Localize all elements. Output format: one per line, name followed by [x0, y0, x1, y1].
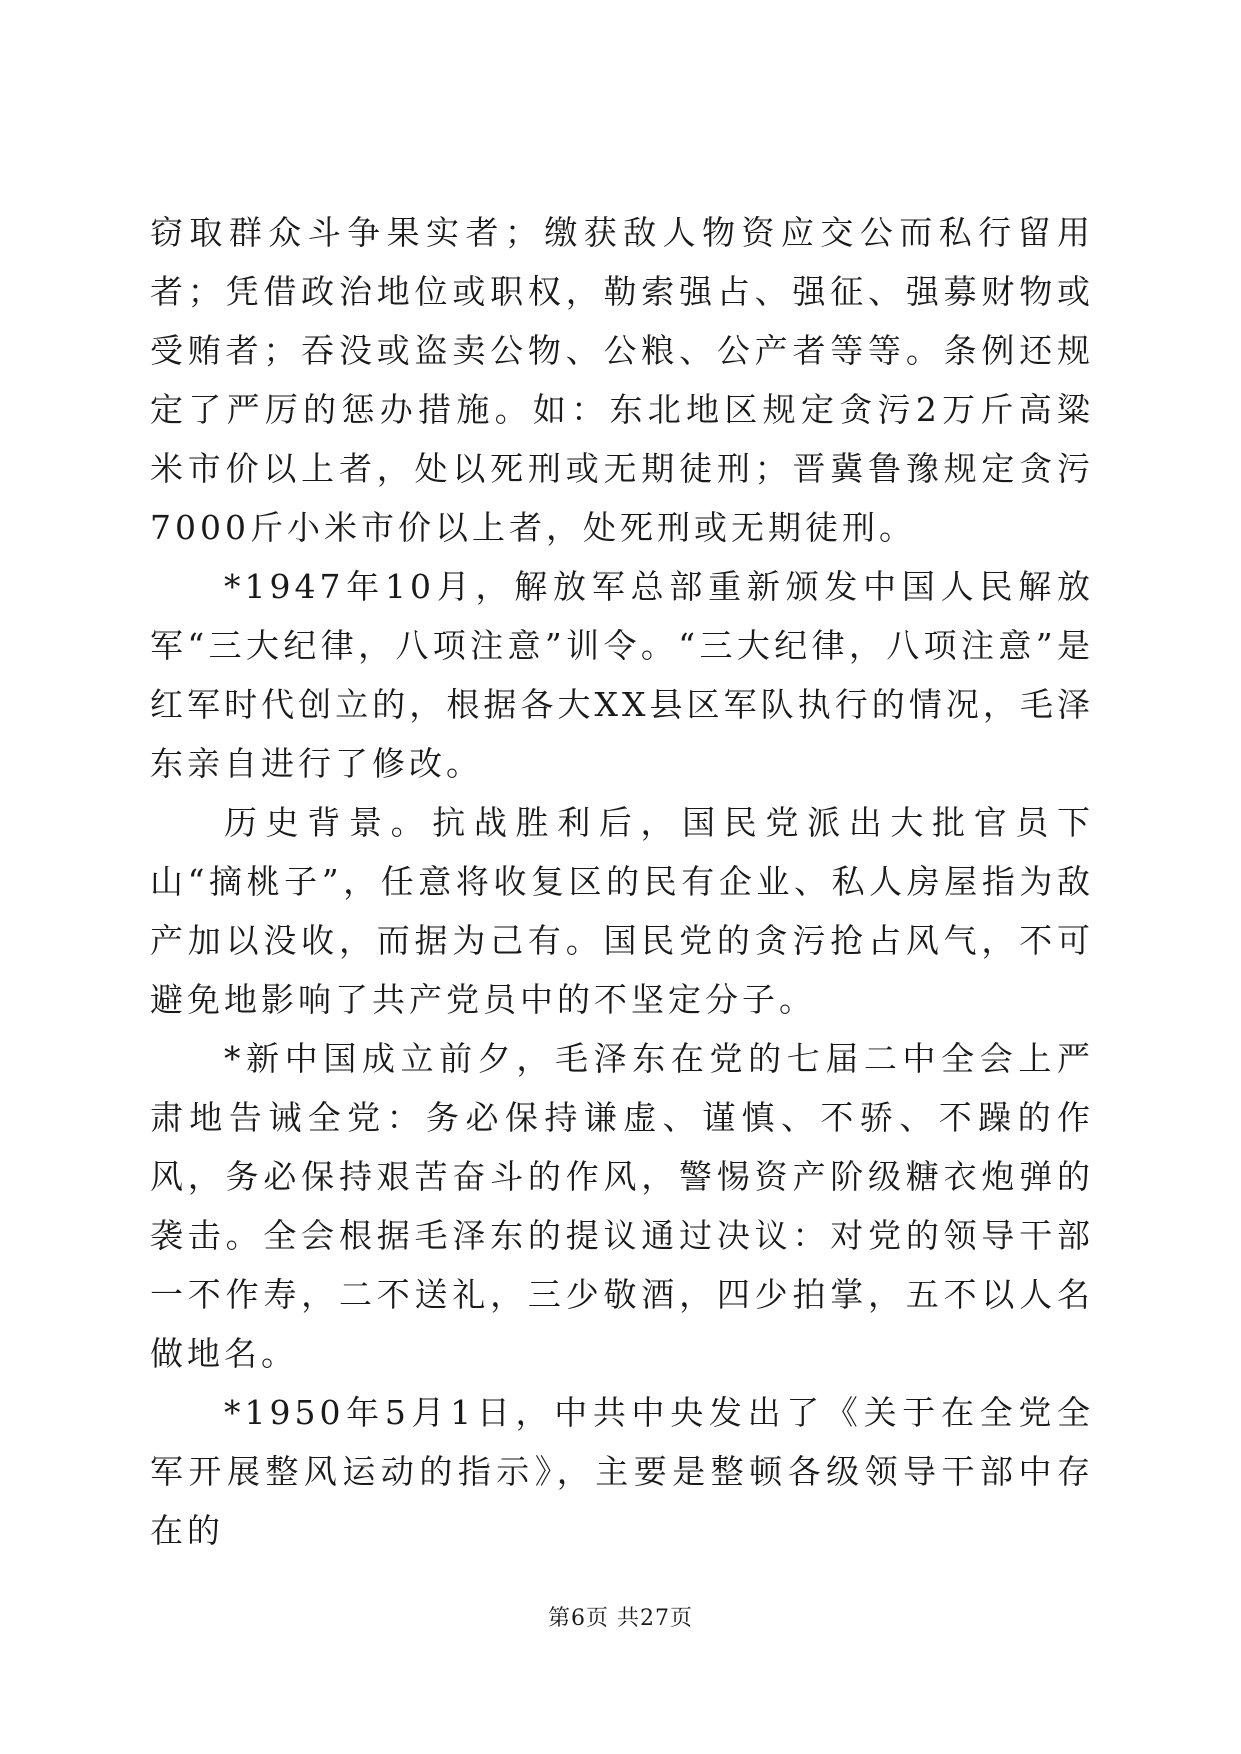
paragraph-2: *1947年10月，解放军总部重新颁发中国人民解放军“三大纪律，八项注意”训令。“三大纪律，八项注意”是红军时代创立的，根据各大XX县区军队执行的情况，毛泽东亲自进行了修改。 — [150, 567, 1094, 783]
paragraph-3: 历史背景。抗战胜利后，国民党派出大批官员下山“摘桃子”，任意将收复区的民有企业、私人房屋指为敌产加以没收，而据为己有。国民党的贪污抢占风气，不可避免地影响了共产党员中的不坚定分子。 — [150, 803, 1094, 1019]
page-footer: 第6页 共27页 — [548, 1606, 693, 1631]
paragraph-5: *1950年5月1日，中共中央发出了《关于在全党全军开展整风运动的指示》，主要是整顿各级领导干部中存在的 — [150, 1393, 1094, 1550]
document-body — [150, 203, 1094, 1560]
paragraph-4: *新中国成立前夕，毛泽东在党的七届二中全会上严肃地告诫全党：务必保持谦虚、谨慎、不骄、不躁的作风，务必保持艰苦奋斗的作风，警惕资产阶级糖衣炮弹的袭击。全会根据毛泽东的提议通过决议：对党的领导干部一不作寿，二不送礼，三少敬酒，四少拍掌，五不以人名做地名。 — [150, 1039, 1094, 1373]
paragraph-1: 窃取群众斗争果实者；缴获敌人物资应交公而私行留用者；凭借政治地位或职权，勒索强占、强征、强募财物或受贿者；吞没或盗卖公物、公粮、公产者等等。条例还规定了严厉的惩办措施。如：东北地区规定贪污2万斤高粱米市价以上者，处以死刑或无期徒刑；晋冀鲁豫规定贪污7000斤小米市价以上者，处死刑或无期徒刑。 — [150, 213, 1094, 547]
